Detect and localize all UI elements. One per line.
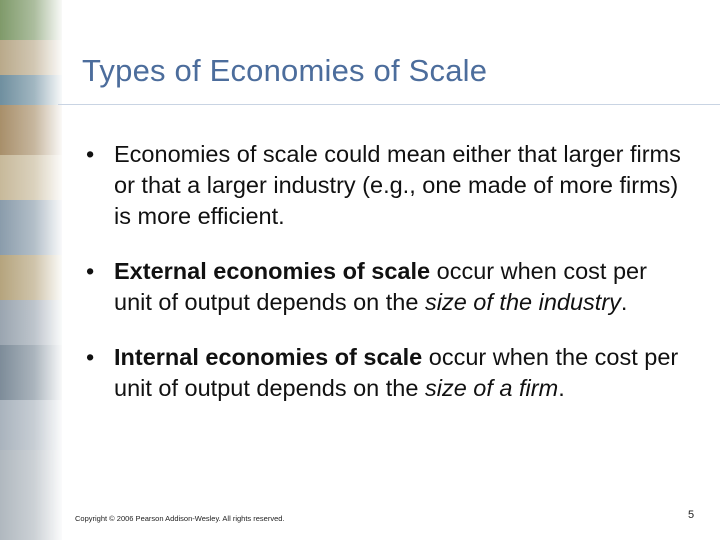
bullet-text: occur when the cost per unit of output depends on the: [114, 344, 679, 401]
bullet-text-end: .: [558, 375, 565, 401]
bullet-emphasis: size of the industry: [424, 289, 621, 315]
bullet-emphasis: size of a firm: [424, 375, 559, 401]
page-number: 5: [688, 509, 695, 521]
bullet-text: Economies of scale could mean either that larger firms or that a larger industry (e.g., one made of more firms) is more efficient.: [114, 141, 681, 229]
bullet-text: occur when cost per unit of output depends on the: [114, 258, 647, 315]
slide-title: Types of Economies of Scale: [82, 53, 488, 88]
decorative-photo-strip: [0, 0, 62, 540]
bullet-list: [84, 139, 684, 428]
bullet-text-end: .: [620, 289, 628, 315]
bullet-economies-of-scale: [84, 139, 684, 232]
bullet-marker: •: [86, 344, 95, 370]
bullet-internal-economies: [84, 342, 684, 404]
bullet-external-economies: [84, 256, 684, 318]
bullet-marker: •: [86, 258, 95, 284]
bullet-term: External economies of scale: [114, 258, 431, 284]
copyright-notice: Copyright © 2006 Pearson Addison-Wesley. All rights reserved.: [75, 514, 285, 523]
bullet-marker: •: [86, 141, 95, 167]
bullet-term: Internal economies of scale: [114, 344, 423, 370]
title-divider: [58, 104, 720, 105]
